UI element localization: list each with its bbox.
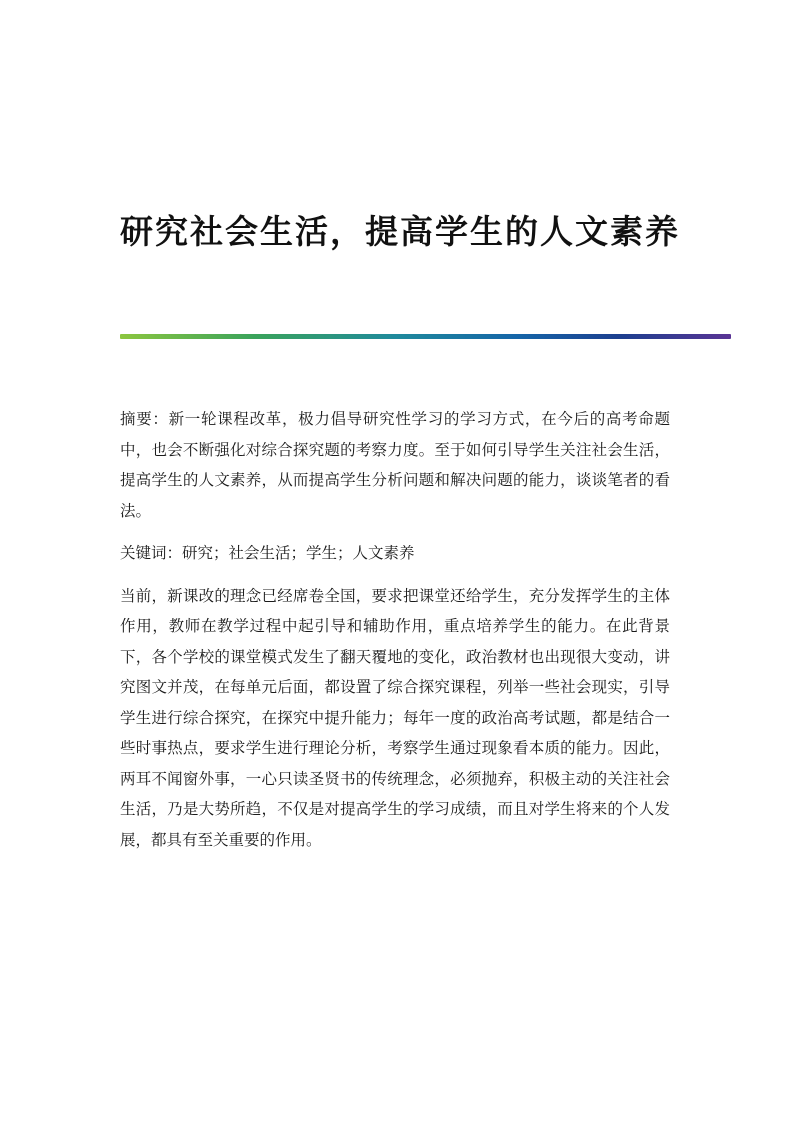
abstract-label: 摘要： bbox=[120, 410, 169, 428]
document-body bbox=[120, 404, 670, 855]
abstract-paragraph bbox=[120, 404, 670, 526]
page-title: 研究社会生活，提高学生的人文素养 bbox=[120, 212, 680, 252]
keywords-label: 关键词： bbox=[120, 544, 183, 562]
abstract-text: 新一轮课程改革，极力倡导研究性学习的学习方式，在今后的高考命题中，也会不断强化对综合探究题的考察力度。至于如何引导学生关注社会生活，提高学生的人文素养，从而提高学生分析问题和解决问题的能力，谈谈笔者的看法。 bbox=[120, 410, 670, 520]
title-divider bbox=[120, 334, 731, 339]
keywords-text: 研究；社会生活；学生；人文素养 bbox=[182, 544, 415, 562]
keywords-paragraph bbox=[120, 538, 670, 569]
body-paragraph: 当前，新课改的理念已经席卷全国，要求把课堂还给学生，充分发挥学生的主体作用，教师在教学过程中起引导和辅助作用，重点培养学生的能力。在此背景下，各个学校的课堂模式发生了翻天覆地的变化，政治教材也出现很大变动，讲究图文并茂，在每单元后面，都设置了综合探究课程，列举一些社会现实，引导学生进行综合探究，在探究中提升能力；每年一度的政治高考试题，都是结合一些时事热点，要求学生进行理论分析，考察学生通过现象看本质的能力。因此，两耳不闻窗外事，一心只读圣贤书的传统理念，必须抛弃，积极主动的关注社会生活，乃是大势所趋，不仅是对提高学生的学习成绩，而且对学生将来的个人发展，都具有至关重要的作用。 bbox=[120, 586, 670, 849]
